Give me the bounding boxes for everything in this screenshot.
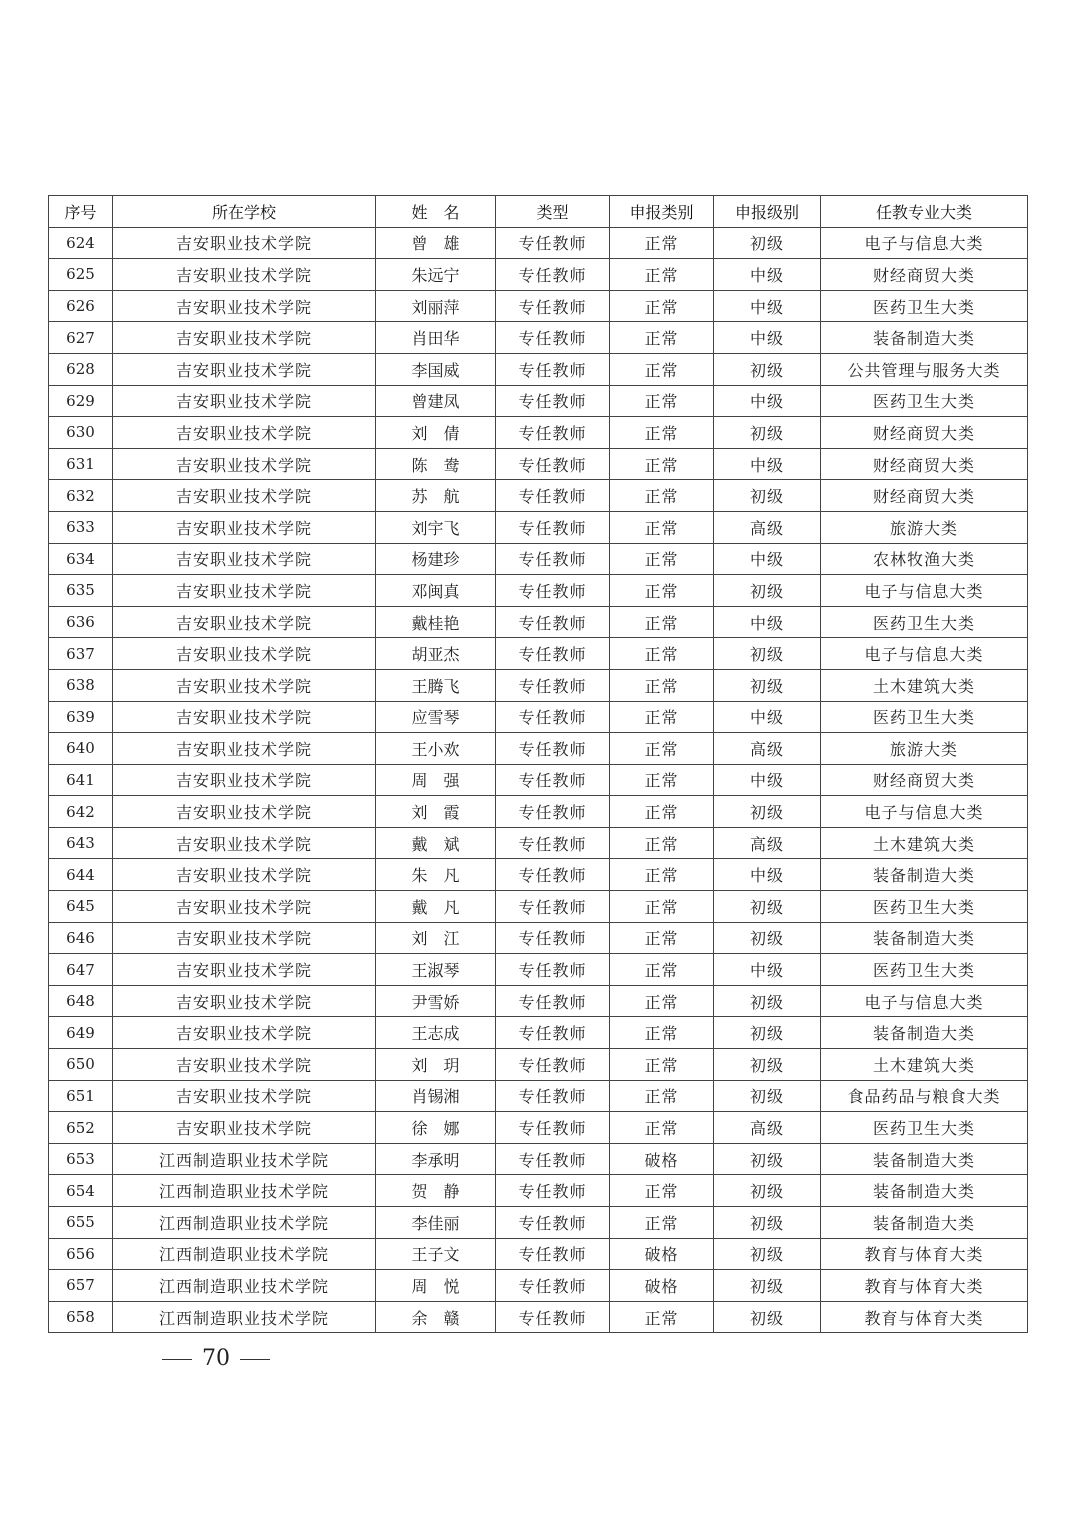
seq-cell: 633 [49, 511, 113, 543]
table-row [49, 575, 1028, 607]
category-cell: 正常 [610, 764, 714, 796]
category-cell: 正常 [610, 259, 714, 291]
seq-cell: 640 [49, 733, 113, 765]
header-school: 所在学校 [113, 196, 376, 228]
level-cell: 高级 [714, 733, 821, 765]
school-cell: 吉安职业技术学院 [113, 227, 376, 259]
type-cell: 专任教师 [496, 669, 610, 701]
level-cell: 中级 [714, 606, 821, 638]
type-cell: 专任教师 [496, 227, 610, 259]
name-cell: 曾建凤 [376, 385, 496, 417]
header-row [49, 196, 1028, 228]
name-cell: 王小欢 [376, 733, 496, 765]
type-cell: 专任教师 [496, 985, 610, 1017]
school-cell: 江西制造职业技术学院 [113, 1175, 376, 1207]
major-cell: 土木建筑大类 [821, 827, 1028, 859]
type-cell: 专任教师 [496, 733, 610, 765]
level-cell: 初级 [714, 796, 821, 828]
level-cell: 初级 [714, 1175, 821, 1207]
teacher-list-table [48, 195, 1028, 1333]
category-cell: 正常 [610, 922, 714, 954]
name-cell: 周 悦 [376, 1270, 496, 1302]
type-cell: 专任教师 [496, 859, 610, 891]
name-cell: 胡亚杰 [376, 638, 496, 670]
major-cell: 财经商贸大类 [821, 480, 1028, 512]
seq-cell: 626 [49, 290, 113, 322]
table-row [49, 891, 1028, 923]
seq-cell: 632 [49, 480, 113, 512]
category-cell: 正常 [610, 796, 714, 828]
type-cell: 专任教师 [496, 543, 610, 575]
seq-cell: 625 [49, 259, 113, 291]
level-cell: 中级 [714, 259, 821, 291]
table-row [49, 322, 1028, 354]
seq-cell: 628 [49, 353, 113, 385]
level-cell: 初级 [714, 1270, 821, 1302]
level-cell: 高级 [714, 827, 821, 859]
name-cell: 苏 航 [376, 480, 496, 512]
major-cell: 医药卫生大类 [821, 701, 1028, 733]
type-cell: 专任教师 [496, 1080, 610, 1112]
level-cell: 初级 [714, 353, 821, 385]
name-cell: 刘 玥 [376, 1049, 496, 1081]
table-header [49, 196, 1028, 228]
school-cell: 吉安职业技术学院 [113, 1112, 376, 1144]
school-cell: 吉安职业技术学院 [113, 733, 376, 765]
category-cell: 正常 [610, 480, 714, 512]
name-cell: 余 赣 [376, 1301, 496, 1333]
footer-left-dash [162, 1359, 192, 1360]
table-row [49, 1270, 1028, 1302]
category-cell: 正常 [610, 1301, 714, 1333]
category-cell: 正常 [610, 417, 714, 449]
school-cell: 吉安职业技术学院 [113, 701, 376, 733]
school-cell: 吉安职业技术学院 [113, 385, 376, 417]
name-cell: 应雪琴 [376, 701, 496, 733]
level-cell: 初级 [714, 227, 821, 259]
school-cell: 吉安职业技术学院 [113, 1080, 376, 1112]
seq-cell: 641 [49, 764, 113, 796]
school-cell: 吉安职业技术学院 [113, 827, 376, 859]
major-cell: 装备制造大类 [821, 1175, 1028, 1207]
level-cell: 中级 [714, 290, 821, 322]
type-cell: 专任教师 [496, 638, 610, 670]
seq-cell: 658 [49, 1301, 113, 1333]
level-cell: 初级 [714, 985, 821, 1017]
level-cell: 中级 [714, 701, 821, 733]
table-row [49, 701, 1028, 733]
type-cell: 专任教师 [496, 954, 610, 986]
type-cell: 专任教师 [496, 480, 610, 512]
category-cell: 正常 [610, 954, 714, 986]
seq-cell: 645 [49, 891, 113, 923]
category-cell: 正常 [610, 733, 714, 765]
name-cell: 徐 娜 [376, 1112, 496, 1144]
name-cell: 朱远宁 [376, 259, 496, 291]
type-cell: 专任教师 [496, 1175, 610, 1207]
seq-cell: 639 [49, 701, 113, 733]
category-cell: 正常 [610, 606, 714, 638]
seq-cell: 642 [49, 796, 113, 828]
school-cell: 吉安职业技术学院 [113, 669, 376, 701]
seq-cell: 650 [49, 1049, 113, 1081]
name-cell: 肖锡湘 [376, 1080, 496, 1112]
category-cell: 正常 [610, 322, 714, 354]
table-row [49, 1080, 1028, 1112]
level-cell: 初级 [714, 638, 821, 670]
name-cell: 杨建珍 [376, 543, 496, 575]
category-cell: 正常 [610, 290, 714, 322]
level-cell: 中级 [714, 322, 821, 354]
category-cell: 正常 [610, 1207, 714, 1239]
level-cell: 中级 [714, 448, 821, 480]
table-row [49, 827, 1028, 859]
seq-cell: 655 [49, 1207, 113, 1239]
major-cell: 财经商贸大类 [821, 417, 1028, 449]
level-cell: 初级 [714, 1301, 821, 1333]
seq-cell: 647 [49, 954, 113, 986]
major-cell: 装备制造大类 [821, 1017, 1028, 1049]
category-cell: 正常 [610, 638, 714, 670]
table-body [49, 227, 1028, 1333]
seq-cell: 638 [49, 669, 113, 701]
major-cell: 电子与信息大类 [821, 575, 1028, 607]
school-cell: 江西制造职业技术学院 [113, 1301, 376, 1333]
school-cell: 吉安职业技术学院 [113, 448, 376, 480]
seq-cell: 652 [49, 1112, 113, 1144]
category-cell: 正常 [610, 353, 714, 385]
type-cell: 专任教师 [496, 448, 610, 480]
level-cell: 初级 [714, 891, 821, 923]
name-cell: 贺 静 [376, 1175, 496, 1207]
table-row [49, 859, 1028, 891]
header-level: 申报级别 [714, 196, 821, 228]
school-cell: 江西制造职业技术学院 [113, 1143, 376, 1175]
seq-cell: 635 [49, 575, 113, 607]
table-row [49, 733, 1028, 765]
major-cell: 医药卫生大类 [821, 954, 1028, 986]
table-row [49, 1112, 1028, 1144]
seq-cell: 657 [49, 1270, 113, 1302]
type-cell: 专任教师 [496, 827, 610, 859]
school-cell: 吉安职业技术学院 [113, 575, 376, 607]
name-cell: 李佳丽 [376, 1207, 496, 1239]
page-footer [152, 1346, 280, 1371]
seq-cell: 631 [49, 448, 113, 480]
header-major: 任教专业大类 [821, 196, 1028, 228]
category-cell: 正常 [610, 543, 714, 575]
major-cell: 旅游大类 [821, 733, 1028, 765]
seq-cell: 627 [49, 322, 113, 354]
table-row [49, 1207, 1028, 1239]
major-cell: 土木建筑大类 [821, 669, 1028, 701]
type-cell: 专任教师 [496, 1112, 610, 1144]
seq-cell: 634 [49, 543, 113, 575]
table-row [49, 290, 1028, 322]
major-cell: 教育与体育大类 [821, 1301, 1028, 1333]
table-row [49, 954, 1028, 986]
level-cell: 初级 [714, 575, 821, 607]
category-cell: 正常 [610, 701, 714, 733]
seq-cell: 656 [49, 1238, 113, 1270]
name-cell: 戴 凡 [376, 891, 496, 923]
seq-cell: 630 [49, 417, 113, 449]
category-cell: 正常 [610, 511, 714, 543]
name-cell: 刘丽萍 [376, 290, 496, 322]
name-cell: 刘 霞 [376, 796, 496, 828]
school-cell: 吉安职业技术学院 [113, 796, 376, 828]
header-seq: 序号 [49, 196, 113, 228]
major-cell: 医药卫生大类 [821, 290, 1028, 322]
major-cell: 医药卫生大类 [821, 891, 1028, 923]
type-cell: 专任教师 [496, 290, 610, 322]
level-cell: 初级 [714, 669, 821, 701]
table-row [49, 543, 1028, 575]
major-cell: 财经商贸大类 [821, 259, 1028, 291]
type-cell: 专任教师 [496, 1301, 610, 1333]
major-cell: 装备制造大类 [821, 322, 1028, 354]
major-cell: 装备制造大类 [821, 1143, 1028, 1175]
type-cell: 专任教师 [496, 1049, 610, 1081]
table-row [49, 922, 1028, 954]
seq-cell: 646 [49, 922, 113, 954]
footer-right-dash [240, 1359, 270, 1360]
category-cell: 正常 [610, 1049, 714, 1081]
table-row [49, 796, 1028, 828]
table-row [49, 985, 1028, 1017]
name-cell: 刘 倩 [376, 417, 496, 449]
table-row [49, 1049, 1028, 1081]
table-row [49, 480, 1028, 512]
table-row [49, 1017, 1028, 1049]
category-cell: 正常 [610, 448, 714, 480]
school-cell: 江西制造职业技术学院 [113, 1207, 376, 1239]
seq-cell: 648 [49, 985, 113, 1017]
school-cell: 吉安职业技术学院 [113, 259, 376, 291]
table-row [49, 1175, 1028, 1207]
type-cell: 专任教师 [496, 922, 610, 954]
major-cell: 土木建筑大类 [821, 1049, 1028, 1081]
category-cell: 破格 [610, 1143, 714, 1175]
level-cell: 初级 [714, 1143, 821, 1175]
school-cell: 吉安职业技术学院 [113, 417, 376, 449]
major-cell: 电子与信息大类 [821, 985, 1028, 1017]
table-row [49, 638, 1028, 670]
table-row [49, 606, 1028, 638]
name-cell: 邓闽真 [376, 575, 496, 607]
header-name: 姓 名 [376, 196, 496, 228]
school-cell: 吉安职业技术学院 [113, 638, 376, 670]
major-cell: 电子与信息大类 [821, 227, 1028, 259]
major-cell: 教育与体育大类 [821, 1270, 1028, 1302]
school-cell: 吉安职业技术学院 [113, 985, 376, 1017]
type-cell: 专任教师 [496, 1017, 610, 1049]
school-cell: 吉安职业技术学院 [113, 891, 376, 923]
table-row [49, 385, 1028, 417]
category-cell: 正常 [610, 385, 714, 417]
type-cell: 专任教师 [496, 891, 610, 923]
name-cell: 肖田华 [376, 322, 496, 354]
level-cell: 中级 [714, 954, 821, 986]
major-cell: 农林牧渔大类 [821, 543, 1028, 575]
level-cell: 初级 [714, 1238, 821, 1270]
header-type: 类型 [496, 196, 610, 228]
school-cell: 江西制造职业技术学院 [113, 1270, 376, 1302]
major-cell: 财经商贸大类 [821, 764, 1028, 796]
seq-cell: 653 [49, 1143, 113, 1175]
type-cell: 专任教师 [496, 1207, 610, 1239]
major-cell: 旅游大类 [821, 511, 1028, 543]
table-row [49, 353, 1028, 385]
table-row [49, 669, 1028, 701]
level-cell: 初级 [714, 922, 821, 954]
seq-cell: 651 [49, 1080, 113, 1112]
type-cell: 专任教师 [496, 575, 610, 607]
table-row [49, 259, 1028, 291]
category-cell: 正常 [610, 575, 714, 607]
table-row [49, 417, 1028, 449]
seq-cell: 624 [49, 227, 113, 259]
category-cell: 破格 [610, 1238, 714, 1270]
level-cell: 中级 [714, 543, 821, 575]
major-cell: 电子与信息大类 [821, 638, 1028, 670]
name-cell: 刘宇飞 [376, 511, 496, 543]
type-cell: 专任教师 [496, 796, 610, 828]
name-cell: 李承明 [376, 1143, 496, 1175]
category-cell: 正常 [610, 859, 714, 891]
name-cell: 周 强 [376, 764, 496, 796]
name-cell: 李国威 [376, 353, 496, 385]
category-cell: 正常 [610, 1080, 714, 1112]
school-cell: 吉安职业技术学院 [113, 322, 376, 354]
seq-cell: 629 [49, 385, 113, 417]
school-cell: 吉安职业技术学院 [113, 1049, 376, 1081]
table-row [49, 511, 1028, 543]
seq-cell: 637 [49, 638, 113, 670]
major-cell: 食品药品与粮食大类 [821, 1080, 1028, 1112]
school-cell: 吉安职业技术学院 [113, 290, 376, 322]
level-cell: 中级 [714, 385, 821, 417]
type-cell: 专任教师 [496, 511, 610, 543]
school-cell: 吉安职业技术学院 [113, 954, 376, 986]
major-cell: 装备制造大类 [821, 922, 1028, 954]
level-cell: 初级 [714, 1080, 821, 1112]
type-cell: 专任教师 [496, 322, 610, 354]
type-cell: 专任教师 [496, 1143, 610, 1175]
school-cell: 吉安职业技术学院 [113, 606, 376, 638]
level-cell: 中级 [714, 764, 821, 796]
level-cell: 初级 [714, 1017, 821, 1049]
name-cell: 朱 凡 [376, 859, 496, 891]
name-cell: 曾 雄 [376, 227, 496, 259]
header-category: 申报类别 [610, 196, 714, 228]
category-cell: 正常 [610, 669, 714, 701]
school-cell: 吉安职业技术学院 [113, 353, 376, 385]
category-cell: 正常 [610, 827, 714, 859]
level-cell: 高级 [714, 511, 821, 543]
seq-cell: 644 [49, 859, 113, 891]
level-cell: 高级 [714, 1112, 821, 1144]
category-cell: 正常 [610, 227, 714, 259]
table-row [49, 764, 1028, 796]
seq-cell: 643 [49, 827, 113, 859]
seq-cell: 649 [49, 1017, 113, 1049]
name-cell: 尹雪娇 [376, 985, 496, 1017]
name-cell: 王淑琴 [376, 954, 496, 986]
seq-cell: 654 [49, 1175, 113, 1207]
category-cell: 正常 [610, 985, 714, 1017]
category-cell: 正常 [610, 1175, 714, 1207]
table-row [49, 1301, 1028, 1333]
school-cell: 吉安职业技术学院 [113, 1017, 376, 1049]
school-cell: 吉安职业技术学院 [113, 764, 376, 796]
name-cell: 陈 鸯 [376, 448, 496, 480]
type-cell: 专任教师 [496, 606, 610, 638]
level-cell: 初级 [714, 1049, 821, 1081]
name-cell: 刘 江 [376, 922, 496, 954]
level-cell: 初级 [714, 1207, 821, 1239]
major-cell: 公共管理与服务大类 [821, 353, 1028, 385]
name-cell: 王子文 [376, 1238, 496, 1270]
category-cell: 破格 [610, 1270, 714, 1302]
category-cell: 正常 [610, 891, 714, 923]
school-cell: 吉安职业技术学院 [113, 480, 376, 512]
major-cell: 电子与信息大类 [821, 796, 1028, 828]
name-cell: 王腾飞 [376, 669, 496, 701]
category-cell: 正常 [610, 1017, 714, 1049]
level-cell: 初级 [714, 480, 821, 512]
school-cell: 江西制造职业技术学院 [113, 1238, 376, 1270]
type-cell: 专任教师 [496, 1270, 610, 1302]
table-row [49, 1238, 1028, 1270]
school-cell: 吉安职业技术学院 [113, 543, 376, 575]
school-cell: 吉安职业技术学院 [113, 922, 376, 954]
type-cell: 专任教师 [496, 1238, 610, 1270]
major-cell: 医药卫生大类 [821, 1112, 1028, 1144]
major-cell: 财经商贸大类 [821, 448, 1028, 480]
major-cell: 装备制造大类 [821, 1207, 1028, 1239]
name-cell: 王志成 [376, 1017, 496, 1049]
type-cell: 专任教师 [496, 353, 610, 385]
table-row [49, 1143, 1028, 1175]
school-cell: 吉安职业技术学院 [113, 511, 376, 543]
type-cell: 专任教师 [496, 701, 610, 733]
table-row [49, 227, 1028, 259]
type-cell: 专任教师 [496, 417, 610, 449]
major-cell: 装备制造大类 [821, 859, 1028, 891]
seq-cell: 636 [49, 606, 113, 638]
level-cell: 中级 [714, 859, 821, 891]
type-cell: 专任教师 [496, 764, 610, 796]
major-cell: 教育与体育大类 [821, 1238, 1028, 1270]
type-cell: 专任教师 [496, 385, 610, 417]
category-cell: 正常 [610, 1112, 714, 1144]
page-number: 70 [202, 1346, 230, 1371]
table-row [49, 448, 1028, 480]
school-cell: 吉安职业技术学院 [113, 859, 376, 891]
name-cell: 戴 斌 [376, 827, 496, 859]
major-cell: 医药卫生大类 [821, 385, 1028, 417]
type-cell: 专任教师 [496, 259, 610, 291]
level-cell: 初级 [714, 417, 821, 449]
major-cell: 医药卫生大类 [821, 606, 1028, 638]
name-cell: 戴桂艳 [376, 606, 496, 638]
